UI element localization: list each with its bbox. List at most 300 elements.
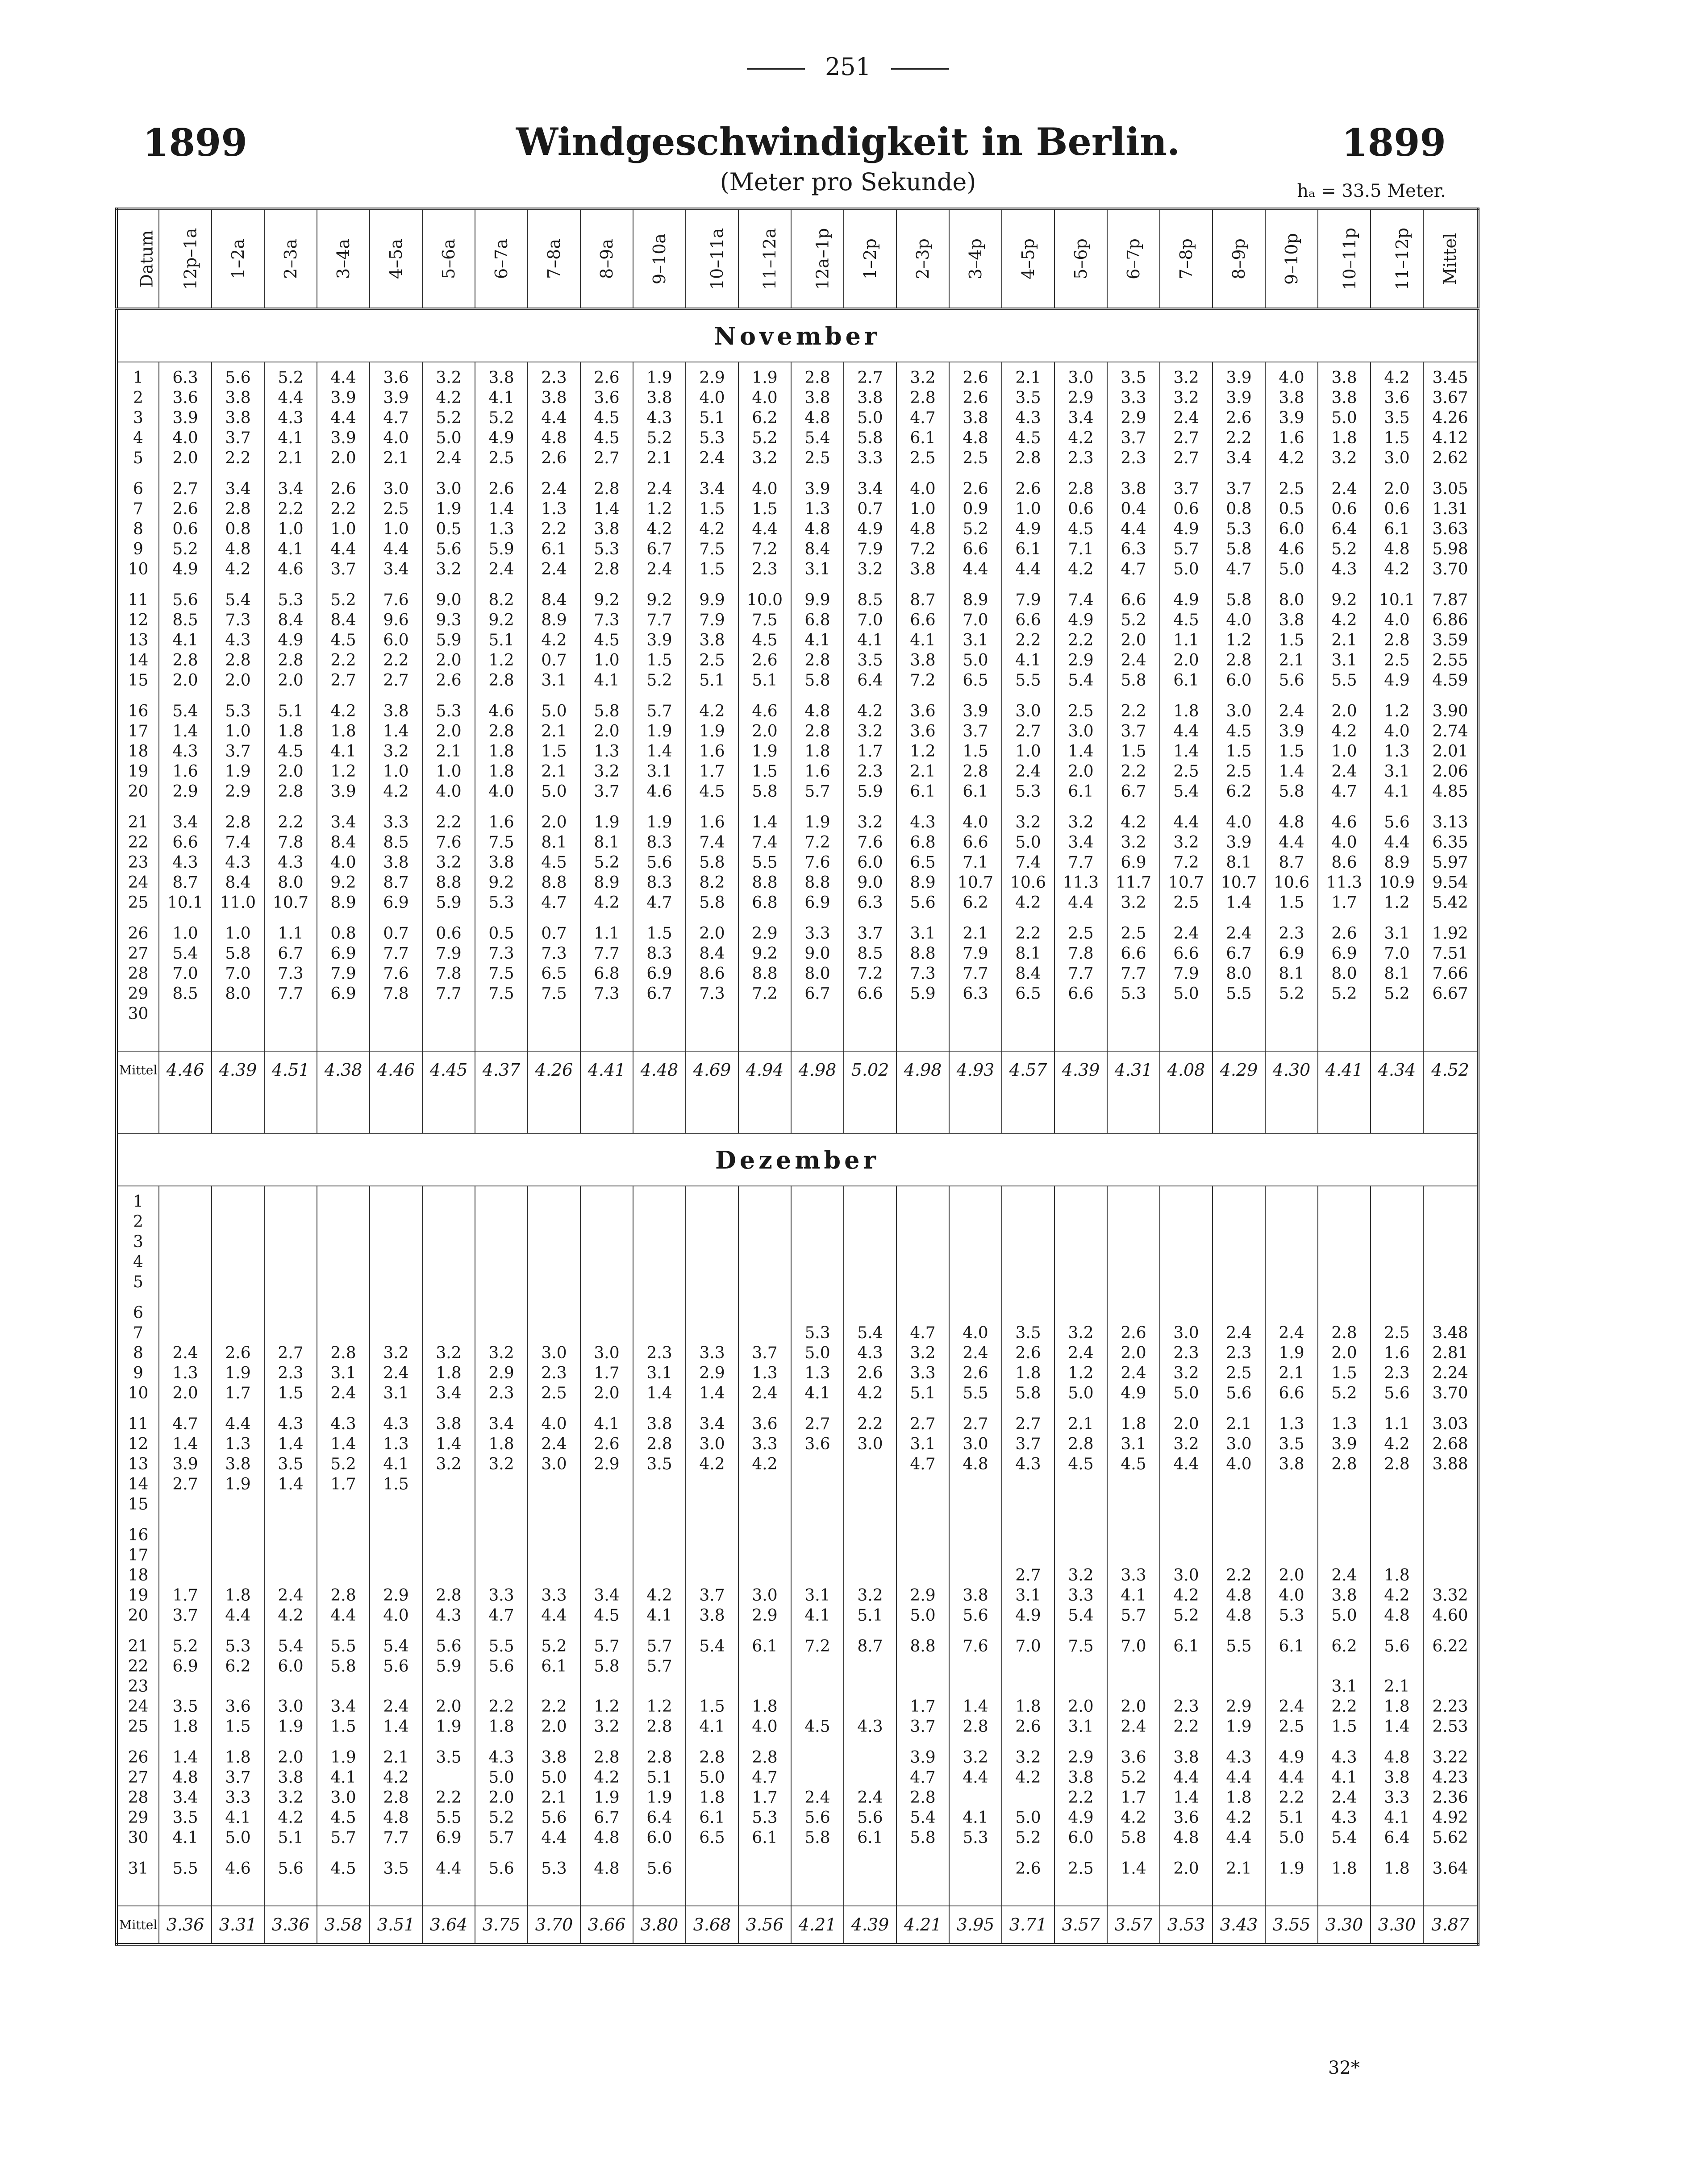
value: 1.7 (225, 1384, 251, 1402)
column-header-hour: 7–8a (528, 209, 580, 309)
hourly-value-cell (1371, 1186, 1423, 1298)
hourly-value-cell (1107, 585, 1160, 696)
day-group-row (117, 1520, 1478, 1631)
value: 6.8 (752, 894, 778, 912)
value: 3.3 (804, 924, 830, 943)
value: 5.3 (488, 894, 514, 912)
value: 5.4 (1068, 671, 1094, 690)
value: 4.9 (1068, 1809, 1094, 1827)
value: 2.2 (225, 449, 251, 467)
value (475, 1192, 527, 1212)
value (633, 1303, 685, 1323)
day-number: 8 (133, 520, 143, 538)
value: 6.7 (1226, 944, 1252, 963)
value: 5.2 (541, 1637, 567, 1656)
value (633, 1004, 685, 1024)
spacer-cell (1318, 1884, 1371, 1906)
value: 4.4 (541, 1606, 567, 1625)
value: 3.2 (963, 1748, 988, 1767)
value: 5.6 (963, 1606, 988, 1625)
value (792, 1747, 843, 1768)
value: 0.6 (436, 924, 462, 943)
value (950, 1303, 1001, 1323)
value: 5.6 (1279, 671, 1304, 690)
value: 3.4 (1226, 449, 1252, 467)
value: 4.1 (172, 631, 198, 649)
value: 4.2 (1384, 1586, 1410, 1605)
spacer-cell (422, 1884, 475, 1906)
value: 1.9 (646, 813, 672, 832)
value (1318, 1494, 1370, 1514)
value (1266, 1212, 1317, 1232)
value: 1.4 (1279, 762, 1304, 781)
value (1160, 1494, 1212, 1514)
value: 4.3 (225, 631, 251, 649)
value: 2.8 (1068, 1435, 1094, 1453)
value: 4.4 (1015, 560, 1041, 578)
monthly-mean-value: 3.55 (1265, 1906, 1318, 1944)
value (1160, 1656, 1212, 1676)
value (739, 1494, 791, 1514)
hourly-value-cell (633, 1853, 686, 1884)
value: 4.12 (1432, 429, 1468, 447)
value: 4.4 (278, 389, 304, 407)
hourly-value-cell (370, 1742, 422, 1853)
value: 7.1 (963, 853, 988, 872)
day-number: 14 (128, 1475, 149, 1493)
value: 5.2 (1173, 1606, 1199, 1625)
value (1213, 1252, 1265, 1272)
day-number-cell (117, 1409, 159, 1520)
value: 6.0 (1226, 671, 1252, 690)
value: 4.1 (646, 1606, 672, 1625)
monthly-mean-value: 4.98 (896, 1051, 949, 1088)
value (792, 1252, 843, 1272)
spacer-row (117, 1088, 1478, 1134)
value: 8.9 (910, 874, 936, 892)
value (1108, 1494, 1159, 1514)
value: 4.1 (699, 1718, 725, 1736)
value (844, 1565, 896, 1585)
hourly-value-cell (1002, 1742, 1054, 1853)
value (792, 1004, 843, 1024)
value: 3.2 (910, 369, 936, 387)
value: 7.9 (857, 540, 883, 558)
value: 9.2 (330, 874, 356, 892)
value (1002, 1303, 1054, 1323)
value: 7.7 (646, 611, 672, 629)
value: 3.3 (1384, 1789, 1410, 1807)
value: 8.7 (857, 1637, 883, 1656)
value (1318, 1303, 1370, 1323)
value: 3.4 (699, 1415, 725, 1433)
value: 4.7 (910, 409, 936, 427)
spacer-cell (949, 1088, 1002, 1134)
value: 4.4 (1279, 1768, 1304, 1787)
value: 4.6 (488, 702, 514, 720)
value: 6.1 (857, 1829, 883, 1847)
value (423, 1323, 475, 1343)
value: 3.0 (330, 1789, 356, 1807)
value: 3.0 (1226, 702, 1252, 720)
hourly-value-cell (896, 362, 949, 474)
value (423, 1525, 475, 1545)
value: 3.2 (436, 560, 462, 578)
value (159, 1192, 211, 1212)
column-header-hour: 2–3p (896, 209, 949, 309)
value: 10.1 (1379, 591, 1415, 609)
value: 1.5 (752, 762, 778, 781)
value: 3.0 (1068, 722, 1094, 740)
value (1055, 1192, 1107, 1212)
value: 2.9 (172, 782, 198, 801)
spacer-cell (580, 1088, 633, 1134)
value: 2.1 (1068, 1415, 1094, 1433)
value: 6.67 (1432, 985, 1468, 1003)
value: 1.5 (1331, 1364, 1357, 1382)
value: 5.6 (646, 1860, 672, 1878)
value (317, 1303, 369, 1323)
value: 2.3 (1068, 449, 1094, 467)
hourly-value-cell (633, 474, 686, 585)
value: 4.2 (1384, 560, 1410, 578)
hourly-value-cell (633, 1298, 686, 1409)
value: 1.3 (541, 500, 567, 518)
value: 2.6 (594, 1435, 620, 1453)
value: 7.2 (752, 540, 778, 558)
value: 5.1 (278, 702, 304, 720)
hourly-value-cell (686, 1298, 738, 1409)
hourly-value-cell (844, 918, 896, 1029)
value (475, 1494, 527, 1514)
value (633, 1272, 685, 1292)
day-number: 17 (128, 722, 149, 740)
value: 3.3 (541, 1586, 567, 1605)
value: 4.1 (1331, 1768, 1357, 1787)
value: 3.90 (1432, 702, 1468, 720)
day-group-row (117, 474, 1478, 585)
value: 0.8 (1226, 500, 1252, 518)
value (1055, 1525, 1107, 1545)
value (475, 1323, 527, 1343)
value: 3.1 (1068, 1718, 1094, 1736)
value: 6.8 (594, 965, 620, 983)
value (1424, 1474, 1477, 1494)
value: 2.6 (963, 369, 988, 387)
hourly-value-cell (422, 1298, 475, 1409)
value: 3.2 (857, 560, 883, 578)
day-group-row (117, 1631, 1478, 1742)
hourly-value-cell (159, 474, 212, 585)
value: 5.0 (857, 409, 883, 427)
value: 3.9 (804, 480, 830, 498)
value: 1.0 (330, 520, 356, 538)
value: 1.5 (1279, 631, 1304, 649)
value: 5.7 (1121, 1606, 1146, 1625)
value: 4.2 (646, 520, 672, 538)
spacer-cell (1371, 1088, 1423, 1134)
value (686, 1303, 738, 1323)
value (581, 1303, 633, 1323)
value (212, 1303, 264, 1323)
value: 1.5 (699, 1697, 725, 1716)
value: 2.7 (278, 1344, 304, 1362)
hourly-value-cell (370, 1409, 422, 1520)
value: 1.2 (1384, 894, 1410, 912)
value: 2.3 (278, 1364, 304, 1382)
day-number: 27 (128, 944, 149, 963)
hourly-value-cell (1160, 1186, 1213, 1298)
value (159, 1323, 211, 1343)
value: 3.3 (1121, 1566, 1146, 1585)
value: 3.7 (225, 742, 251, 761)
value: 8.9 (541, 611, 567, 629)
hourly-value-cell (1213, 362, 1265, 474)
spacer-cell (1160, 1088, 1213, 1134)
value: 4.5 (699, 782, 725, 801)
value: 3.6 (1121, 1748, 1146, 1767)
value (1424, 1004, 1477, 1024)
hourly-value-cell (317, 1742, 370, 1853)
value (1424, 1232, 1477, 1252)
value: 5.3 (1226, 520, 1252, 538)
value: 5.0 (488, 1768, 514, 1787)
value: 2.9 (699, 369, 725, 387)
value: 3.7 (910, 1718, 936, 1736)
value: 2.6 (330, 480, 356, 498)
value (423, 1474, 475, 1494)
value: 8.4 (330, 833, 356, 852)
value: 5.2 (646, 671, 672, 690)
value: 3.9 (646, 631, 672, 649)
monthly-mean-value: 4.98 (791, 1051, 844, 1088)
hourly-value-cell (1318, 1298, 1371, 1409)
hourly-value-cell (1318, 1742, 1371, 1853)
value (1108, 1252, 1159, 1272)
hourly-value-cell (896, 1520, 949, 1631)
value: 1.6 (699, 742, 725, 761)
value: 4.8 (225, 540, 251, 558)
hourly-value-cell (370, 1853, 422, 1884)
column-header-hour: 3–4a (317, 209, 370, 309)
value (633, 1525, 685, 1545)
hourly-value-cell (844, 1853, 896, 1884)
value (265, 1252, 317, 1272)
value: 2.2 (383, 651, 409, 670)
day-number-cell (117, 1631, 159, 1742)
value: 3.7 (225, 1768, 251, 1787)
value: 6.3 (857, 894, 883, 912)
value (370, 1323, 422, 1343)
value: 2.7 (804, 1415, 830, 1433)
value: 8.0 (225, 985, 251, 1003)
value: 4.7 (1121, 560, 1146, 578)
value: 10.7 (272, 894, 309, 912)
value (897, 1232, 949, 1252)
hourly-value-cell (212, 1186, 264, 1298)
value: 3.2 (1068, 1566, 1094, 1585)
hourly-value-cell (1054, 807, 1107, 918)
value: 2.0 (330, 449, 356, 467)
value: 5.4 (804, 429, 830, 447)
hourly-value-cell (633, 696, 686, 807)
value: 5.8 (1226, 540, 1252, 558)
value: 2.9 (383, 1586, 409, 1605)
value: 2.5 (488, 449, 514, 467)
value: 5.7 (646, 1657, 672, 1676)
hourly-value-cell (738, 1298, 791, 1409)
value (581, 1323, 633, 1343)
value: 5.97 (1432, 853, 1468, 872)
value (317, 1004, 369, 1024)
spacer-cell (686, 1088, 738, 1134)
hourly-value-cell (1318, 1853, 1371, 1884)
value (212, 1676, 264, 1697)
value: 3.1 (541, 671, 567, 690)
value: 7.5 (699, 540, 725, 558)
value (1213, 1474, 1265, 1494)
value: 4.3 (646, 409, 672, 427)
hourly-value-cell (475, 362, 528, 474)
value: 3.9 (172, 409, 198, 427)
value (792, 1676, 843, 1697)
value: 4.2 (1068, 560, 1094, 578)
value: 1.9 (646, 722, 672, 740)
value: 4.0 (1384, 722, 1410, 740)
value: 6.0 (383, 631, 409, 649)
value: 1.4 (699, 1384, 725, 1402)
day-number: 20 (128, 782, 149, 801)
value: 2.2 (330, 651, 356, 670)
value: 2.8 (278, 782, 304, 801)
value: 1.31 (1432, 500, 1468, 518)
value: 4.7 (1226, 560, 1252, 578)
hourly-value-cell (475, 807, 528, 918)
value (528, 1545, 580, 1565)
value (423, 1303, 475, 1323)
value (581, 1004, 633, 1024)
value (1160, 1303, 1212, 1323)
value: 1.7 (699, 762, 725, 781)
value: 1.6 (172, 762, 198, 781)
value: 2.0 (278, 1748, 304, 1767)
day-number-cell (117, 1853, 159, 1884)
value: 2.8 (699, 1748, 725, 1767)
value: 3.5 (1279, 1435, 1304, 1453)
hourly-value-cell (212, 1853, 264, 1884)
monthly-mean-value: 4.34 (1371, 1051, 1423, 1088)
hourly-value-cell (633, 1520, 686, 1631)
hourly-value-cell (896, 918, 949, 1029)
value: 3.6 (1384, 389, 1410, 407)
value (686, 1494, 738, 1514)
value: 5.2 (1279, 985, 1304, 1003)
value: 10.7 (1221, 874, 1257, 892)
spacer-cell (580, 1029, 633, 1051)
value: 6.5 (699, 1829, 725, 1847)
daily-mean-cell (1423, 1409, 1478, 1520)
monthly-mean-value: 4.46 (370, 1051, 422, 1088)
value: 2.0 (699, 924, 725, 943)
value: 1.8 (172, 1718, 198, 1736)
value: 4.59 (1432, 671, 1468, 690)
hourly-value-cell (475, 1298, 528, 1409)
value: 2.0 (278, 762, 304, 781)
hourly-value-cell (896, 1742, 949, 1853)
value: 3.9 (330, 782, 356, 801)
value (475, 1474, 527, 1494)
hourly-value-cell (580, 474, 633, 585)
hourly-value-cell (159, 918, 212, 1029)
value (792, 1494, 843, 1514)
value (1424, 1525, 1477, 1545)
value: 2.7 (1015, 1566, 1041, 1585)
value: 5.0 (1331, 409, 1357, 427)
value: 1.4 (1173, 742, 1199, 761)
value: 2.06 (1432, 762, 1468, 781)
value (633, 1676, 685, 1697)
value (1213, 1004, 1265, 1024)
value: 8.8 (436, 874, 462, 892)
value: 2.6 (1015, 1718, 1041, 1736)
value: 5.9 (436, 894, 462, 912)
hourly-value-cell (949, 807, 1002, 918)
value (1160, 1272, 1212, 1292)
column-header-hour: 11–12a (738, 209, 791, 309)
hourly-value-cell (686, 1631, 738, 1742)
value: 4.3 (1226, 1748, 1252, 1767)
value: 2.8 (330, 1344, 356, 1362)
value: 7.7 (1068, 853, 1094, 872)
value: 2.9 (752, 1606, 778, 1625)
hourly-value-cell (528, 362, 580, 474)
value (686, 1323, 738, 1343)
value: 2.6 (225, 1344, 251, 1362)
value: 4.1 (225, 1809, 251, 1827)
value: 4.8 (1279, 813, 1304, 832)
value (212, 1252, 264, 1272)
value: 7.3 (541, 944, 567, 963)
hourly-value-cell (212, 362, 264, 474)
hourly-value-cell (212, 918, 264, 1029)
value: 2.9 (1121, 409, 1146, 427)
value: 2.5 (1068, 1860, 1094, 1878)
value: 3.8 (646, 1415, 672, 1433)
value: 3.8 (278, 1768, 304, 1787)
value: 2.7 (172, 480, 198, 498)
value: 6.4 (646, 1809, 672, 1827)
hourly-value-cell (212, 696, 264, 807)
value: 4.5 (541, 853, 567, 872)
spacer-cell (1371, 1884, 1423, 1906)
value (528, 1232, 580, 1252)
value: 2.5 (1226, 762, 1252, 781)
value: 0.6 (1173, 500, 1199, 518)
value (265, 1676, 317, 1697)
value: 10.9 (1379, 874, 1415, 892)
value: 7.0 (857, 611, 883, 629)
value: 2.9 (594, 1455, 620, 1473)
value: 1.8 (278, 722, 304, 740)
hourly-value-cell (896, 1186, 949, 1298)
spacer-cell (633, 1088, 686, 1134)
day-number: 30 (128, 1005, 149, 1023)
value (1424, 1212, 1477, 1232)
value: 2.2 (1173, 1718, 1199, 1736)
value (1266, 1494, 1317, 1514)
value: 7.9 (699, 611, 725, 629)
value: 3.2 (1121, 894, 1146, 912)
